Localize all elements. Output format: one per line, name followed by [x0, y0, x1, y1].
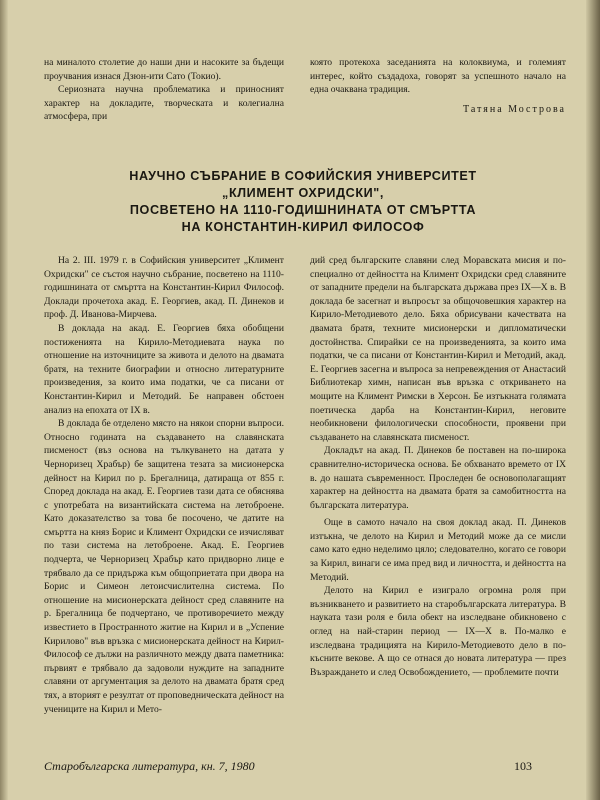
page-number: 103 — [514, 759, 532, 773]
paragraph: Сериозната научна проблематика и приносният характер на докладите, творческата и колегиална атмосфера, при — [44, 84, 284, 123]
paragraph: Делото на Кирил е изиграло огромна роля при възникването и развитието на старобългарската литература. В науката тази роля е била обект на изследване обикновено с оглед на най-старин период — IX—X в. По-малко е изследвана традицията на Кирило-Методиевото дело в по-късните векове. А що се отнася до новата литература — през Възраждането и след Освобождението, — проблемите почти — [310, 585, 566, 678]
article-left-column — [44, 254, 284, 716]
paragraph: В доклада бе отделено място на някои спорни въпроси. Относно годината на създаването на славянската писменост (въз основа на тълкуването на датата у Черноризец Храбър) бе защитена тезата за мисионерска дейност на Кирил по р. Брегалница, датираща от 855 г. Според доклада на акад. Е. Георгиев тази дата се обяснява с употребата на византийската система на летоброене. Като доказателство за това бе посочено, че датите на смъртта на княз Борис и Климент Охридски се изчисляват по тази система на летоброене. Акад. Е. Георгиев подчерта, че Черноризец Храбър като придворно лице е трябвало да се придържа към общоприетата при двора на Борис и Симеон летоисчислителна система. По отношение на мисионерската дейност сред славяните на р. Брегалница бе подчертано, че противоречието между известието в Пространното житие на Кирил и в „Успение Кирилово" във връзка с мисионерската дейност на Кирил-Философ се дължи на различното между двата паметника: първият е трябвало да задоволи нуждите на западните славяни от аргументация за делото на двамата братя сред тях, а вторият е резултат от проповедническата дейност на учениците на Кирил и Мето- — [44, 418, 284, 715]
journal-footer: Старобългарска литература, кн. 7, 1980 — [44, 759, 255, 773]
previous-article-left-column — [44, 56, 284, 124]
paragraph: В доклада на акад. Е. Георгиев бяха обобщени постиженията на Кирило-Методиевата наука по отношение на източниците за живота и делото на двамата братя, на техните биографии и относно литературните произведения, за които има податки, че са писани от Константин-Кирил и Методий. Бе направен обстоен анализ на епохата от IX в. — [44, 322, 284, 416]
title-line: ПОСВЕТЕНО НА 1110-ГОДИШНИНАТА ОТ СМЪРТТА — [129, 203, 477, 217]
title-line: НА КОНСТАНТИН-КИРИЛ ФИЛОСОФ — [181, 220, 425, 234]
title-line: „КЛИМЕНТ ОХРИДСКИ", — [222, 186, 384, 200]
page-right-edge — [586, 0, 600, 800]
page-left-edge — [0, 0, 8, 800]
title-line: НАУЧНО СЪБРАНИЕ В СОФИЙСКИЯ УНИВЕРСИТЕТ — [129, 169, 477, 183]
previous-article-right-column — [310, 56, 566, 116]
article-right-column — [310, 254, 566, 679]
author-signature: Татяна Мострова — [462, 103, 566, 115]
paragraph: на миналото столетие до наши дни и насоките за бъдещи проучвания изнася Дзюн-ити Сато (Токио). — [44, 57, 284, 82]
paragraph: Докладът на акад. П. Динеков бе поставен на по-широка сравнително-историческа основа. Бе обхванато времето от IX в. до нашата съвременност. Проследен бе основополагащият характер на дейността на двамата братя за самобитността на българската литература. — [310, 445, 566, 511]
paragraph: която протекоха заседанията на колоквиума, и големият интерес, който създадоха, говорят за успешното начало на една очаквана традиция. — [310, 57, 566, 96]
paragraph: дий сред българските славяни след Моравската мисия и по-специално от дейността на Климент Охридски сред славяните от западните предели на българската държава през IX—X в. В доклада бе засегнат и въпросът за общочовешкия характер на Кирило-Методиевото дело. Бяха обрисувани качествата на двамата братя, техните мисионерски и дипломатически достойнства. Спирайки се на произведенията, за които има податки, че са писани от Константин-Кирил и Методий, акад. Е. Георгиев засегна и въпроса за непревеждения от Анастасий Библиотекар химн, написан във връзка с откриването на мощите на Климент Римски в Херсон. Бе изтъкната голямата поетическа дарба на Константин-Кирил, неговите необикновени филологически способности, проявени при създаването на славянската писменост. — [310, 255, 566, 443]
article-title — [40, 168, 566, 236]
paragraph: На 2. III. 1979 г. в Софийския университет „Климент Охридски" се състоя научно събрание, посветено на 1110-годишнината от смъртта на Константин-Кирил Философ. Доклади прочетоха акад. Е. Георгиев, акад. П. Динеков и проф. Д. Иванова-Мирчева. — [44, 255, 284, 321]
paragraph: Още в самото начало на своя доклад акад. П. Динеков изтъкна, че делото на Кирил и Методий може да се мисли само като едно неделимо цяло; следователно, когато се говори за Кирил, винаги се има пред вид и личността, и дейността на Методий. — [310, 517, 566, 583]
